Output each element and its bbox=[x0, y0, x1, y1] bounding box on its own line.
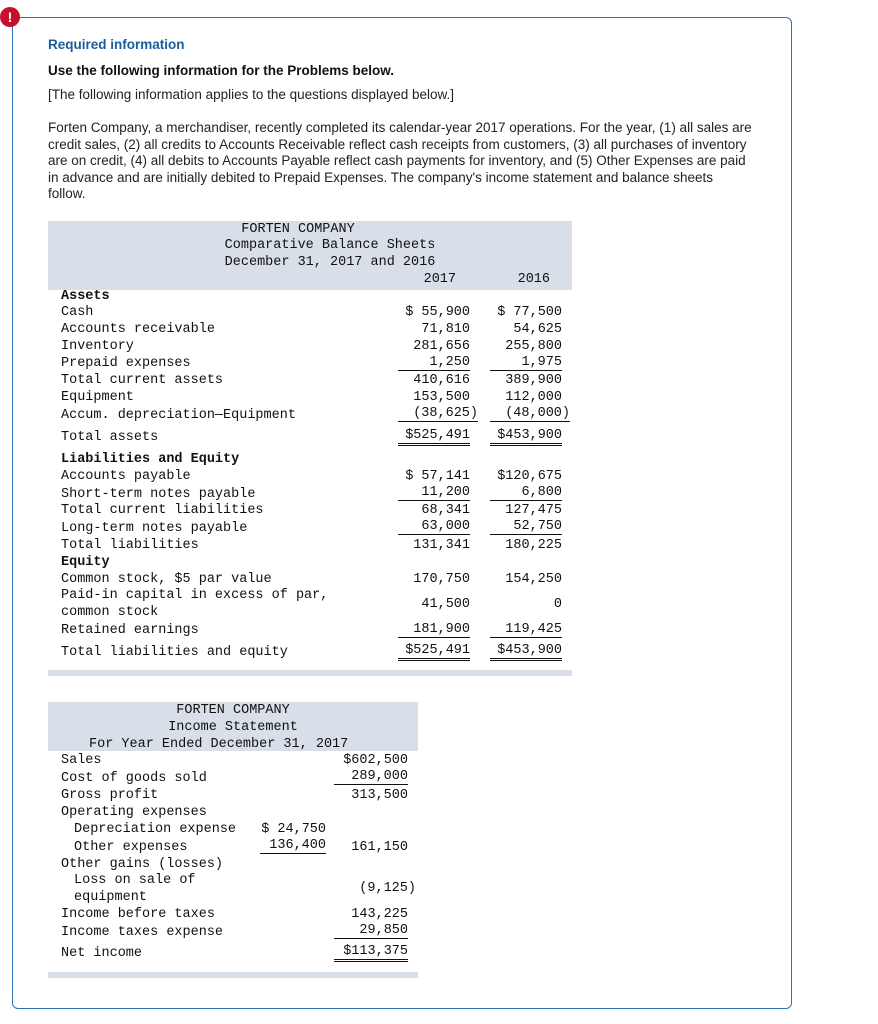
bs-stnp-2017: 11,200 bbox=[398, 485, 470, 501]
bs-accum-2017: (38,625) bbox=[398, 406, 478, 422]
bs-stnp-label: Short-term notes payable bbox=[61, 487, 256, 502]
is-sales-value: $602,500 bbox=[343, 753, 408, 768]
bs-tle-2017: $525,491 bbox=[398, 643, 470, 661]
bs-prepaid-2017: 1,250 bbox=[398, 355, 470, 371]
problem-description: Forten Company, a merchandiser, recently completed its calendar-year 2017 operations. For the year, (1) all sales are credit sales, (2) all credits to Accounts Receivable reflect cash receipts from customers, (3) all purchases of inventory are on credit, (4) all debits to Accounts Payable reflect cash payments for inventory, and (5) Other Expenses are paid in advance and are initially debited to Prepaid Expenses. The company's income statement and balance sheets follow. bbox=[48, 120, 752, 202]
bs-company: FORTEN COMPANY bbox=[241, 222, 355, 237]
bs-re-2017: 181,900 bbox=[398, 622, 470, 638]
is-gains-label: Other gains (losses) bbox=[61, 857, 224, 872]
bs-stnp-2016: 6,800 bbox=[490, 485, 562, 501]
bs-ap-2016: $120,675 bbox=[497, 469, 562, 484]
is-other-value: 136,400 bbox=[260, 838, 326, 854]
is-title: Income Statement bbox=[168, 720, 298, 735]
bs-accum-2016: (48,000) bbox=[490, 406, 570, 422]
is-cogs-value: 289,000 bbox=[334, 769, 408, 785]
bs-equipment-2016: 112,000 bbox=[505, 390, 562, 405]
alert-icon: ! bbox=[0, 7, 20, 27]
bs-liab-heading: Liabilities and Equity bbox=[61, 452, 240, 467]
bs-cs-2017: 170,750 bbox=[413, 572, 470, 587]
bs-equity-heading: Equity bbox=[61, 555, 110, 570]
bs-ta-2016: $453,900 bbox=[490, 428, 562, 446]
bs-tca-label: Total current assets bbox=[61, 373, 224, 388]
bs-tcl-2016: 127,475 bbox=[505, 503, 562, 518]
required-information-heading: Required information bbox=[48, 37, 185, 52]
bs-ap-2017: $ 57,141 bbox=[405, 469, 470, 484]
is-sales-label: Sales bbox=[61, 753, 102, 768]
bs-inventory-2017: 281,656 bbox=[413, 339, 470, 354]
bs-ltnp-label: Long-term notes payable bbox=[61, 521, 248, 536]
bs-inventory-label: Inventory bbox=[61, 339, 134, 354]
bs-date: December 31, 2017 and 2016 bbox=[224, 255, 436, 270]
bs-pic-label-line1: Paid-in capital in excess of par, bbox=[61, 588, 329, 603]
bs-tcl-label: Total current liabilities bbox=[61, 503, 264, 518]
bs-accum-label: Accum. depreciation—Equipment bbox=[61, 408, 296, 423]
bs-tcl-2017: 68,341 bbox=[421, 503, 470, 518]
is-opex-label: Operating expenses bbox=[61, 805, 207, 820]
applies-note: [The following information applies to the questions displayed below.] bbox=[48, 87, 454, 102]
is-cogs-label: Cost of goods sold bbox=[61, 771, 207, 786]
is-dep-value: $ 24,750 bbox=[261, 822, 326, 837]
instructions-heading: Use the following information for the Problems below. bbox=[48, 63, 395, 78]
bs-pic-2017: 41,500 bbox=[421, 597, 470, 612]
bs-pic-label-line2: common stock bbox=[61, 605, 159, 620]
is-ni-label: Net income bbox=[61, 946, 143, 961]
bs-col-2017: 2017 bbox=[423, 272, 456, 287]
bs-tle-2016: $453,900 bbox=[490, 643, 562, 661]
is-loss-label-line1: Loss on sale of bbox=[74, 873, 196, 888]
income-statement-footer-band bbox=[48, 972, 418, 978]
is-ni-value: $113,375 bbox=[334, 944, 408, 962]
is-company: FORTEN COMPANY bbox=[176, 703, 290, 718]
bs-ar-2016: 54,625 bbox=[513, 322, 562, 337]
is-loss-value: (9,125) bbox=[359, 881, 416, 896]
bs-re-2016: 119,425 bbox=[490, 622, 562, 638]
bs-assets-heading: Assets bbox=[61, 289, 110, 304]
is-gp-label: Gross profit bbox=[61, 788, 159, 803]
is-ibt-label: Income before taxes bbox=[61, 907, 215, 922]
bs-equipment-2017: 153,500 bbox=[413, 390, 470, 405]
bs-ap-label: Accounts payable bbox=[61, 469, 191, 484]
is-dep-label: Depreciation expense bbox=[74, 822, 237, 837]
bs-tca-2017: 410,616 bbox=[413, 373, 470, 388]
bs-re-label: Retained earnings bbox=[61, 623, 199, 638]
bs-cash-2016: $ 77,500 bbox=[497, 305, 562, 320]
bs-cs-2016: 154,250 bbox=[505, 572, 562, 587]
is-tax-value: 29,850 bbox=[334, 923, 408, 939]
bs-cs-label: Common stock, $5 par value bbox=[61, 572, 272, 587]
bs-ltnp-2016: 52,750 bbox=[490, 519, 562, 535]
is-ibt-value: 143,225 bbox=[351, 907, 408, 922]
bs-col-2016: 2016 bbox=[517, 272, 550, 287]
bs-prepaid-label: Prepaid expenses bbox=[61, 356, 191, 371]
bs-ar-label: Accounts receivable bbox=[61, 322, 215, 337]
bs-tl-2016: 180,225 bbox=[505, 538, 562, 553]
is-loss-label-line2: equipment bbox=[74, 890, 147, 905]
is-tax-label: Income taxes expense bbox=[61, 925, 224, 940]
bs-ta-2017: $525,491 bbox=[398, 428, 470, 446]
is-opex-total: 161,150 bbox=[351, 840, 408, 855]
is-gp-value: 313,500 bbox=[351, 788, 408, 803]
bs-tca-2016: 389,900 bbox=[505, 373, 562, 388]
bs-cash-2017: $ 55,900 bbox=[405, 305, 470, 320]
bs-cash-label: Cash bbox=[61, 305, 94, 320]
bs-title: Comparative Balance Sheets bbox=[224, 238, 436, 253]
bs-equipment-label: Equipment bbox=[61, 390, 134, 405]
bs-prepaid-2016: 1,975 bbox=[490, 355, 562, 371]
is-period: For Year Ended December 31, 2017 bbox=[89, 737, 349, 752]
bs-tl-2017: 131,341 bbox=[413, 538, 470, 553]
bs-tle-label: Total liabilities and equity bbox=[61, 645, 288, 660]
bs-ta-label: Total assets bbox=[61, 430, 159, 445]
balance-sheet-footer-band bbox=[48, 670, 572, 676]
bs-pic-2016: 0 bbox=[553, 597, 562, 612]
bs-tl-label: Total liabilities bbox=[61, 538, 199, 553]
bs-ltnp-2017: 63,000 bbox=[398, 519, 470, 535]
bs-inventory-2016: 255,800 bbox=[505, 339, 562, 354]
is-other-label: Other expenses bbox=[74, 840, 188, 855]
bs-ar-2017: 71,810 bbox=[421, 322, 470, 337]
